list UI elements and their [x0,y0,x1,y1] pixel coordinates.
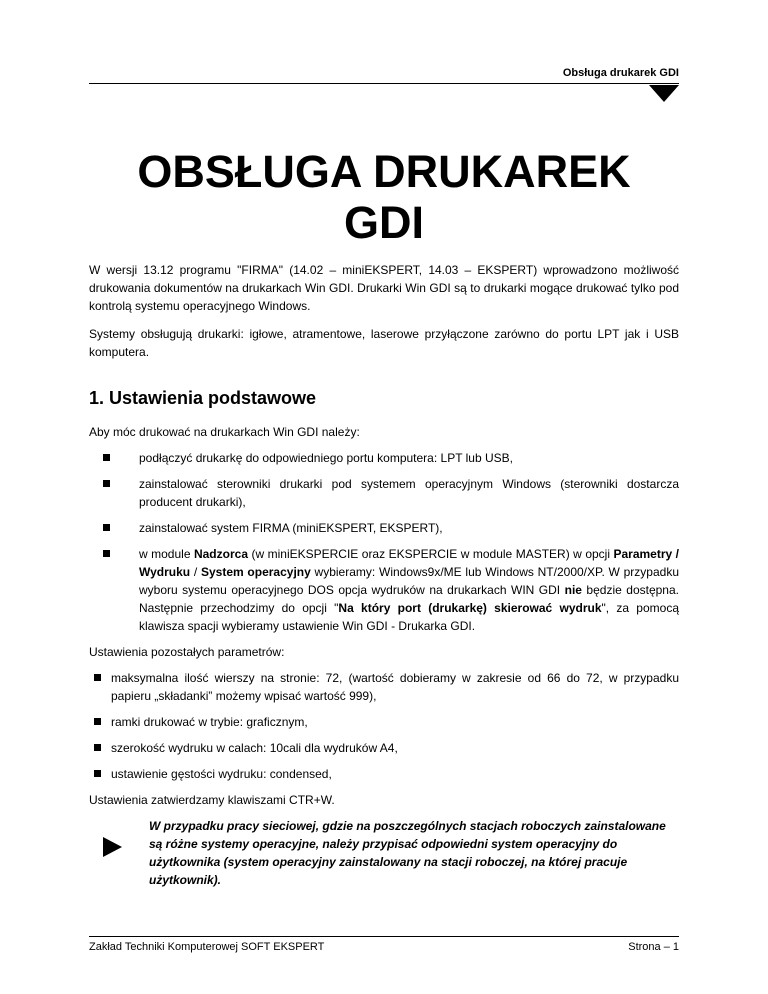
step4-text: w module Nadzorca (w miniEKSPERCIE oraz EKSPERCIE w module MASTER) w opcji Parametry / Wydruku / System operacyjny wybieramy: Windows9x/ME lub Windows NT/2000/XP. W przypadku wyboru systemu operacyjnego DOS opcja wydruków na drukarkach WIN GDI nie będzie dostępna. Następnie przechodzimy do opcji "Na który port (drukarkę) skierować wydruk", za pomocą klawisza spacji wybieramy ustawienie Win GDI - Drukarka GDI. [139,547,679,633]
section-heading: 1. Ustawienia podstawowe [89,388,317,408]
list-item-text: szerokość wydruku w calach: 10cali dla wydruków A4, [111,741,398,755]
square-bullet-icon [103,480,110,487]
square-bullet-icon [94,744,101,751]
list-item-text: ramki drukować w trybie: graficznym, [111,715,308,729]
footer-page-number: Strona – 1 [628,941,679,953]
list-item [89,475,679,511]
list-item-text: ustawienie gęstości wydruku: condensed, [111,767,332,781]
list-item [89,765,679,783]
intro-paragraph-1: W wersji 13.12 programu "FIRMA" (14.02 – miniEKSPERT, 14.03 – EKSPERT) wprowadzono możliwość drukowania dokumentów na drukarkach Win GDI. Drukarki Win GDI są to drukarki mogące drukować tylko pod kontrolą systemu operacyjnego Windows. [89,263,679,313]
intro [89,261,679,361]
confirm-text: Ustawienia zatwierdzamy klawiszami CTR+W. [89,793,335,807]
square-bullet-icon [94,674,101,681]
document-body [89,261,679,889]
emphasis: Na który port (drukarkę) skierować wydruk [338,601,602,615]
list-item [89,669,679,705]
list-item-text: maksymalna ilość wierszy na stronie: 72, (wartość dobieramy w zakresie od 66 do 72, w przypadku papieru „składanki” możemy wpisać wartość 999), [111,671,679,703]
footer-rule [89,936,679,937]
square-bullet-icon [94,718,101,725]
note [89,817,679,889]
emphasis: System operacyjny [200,565,311,579]
square-bullet-icon [103,524,110,531]
square-bullet-icon [94,770,101,777]
list-item-text: podłączyć drukarkę do odpowiedniego portu komputera: LPT lub USB, [139,451,513,465]
header-rule [89,83,679,84]
document-title-line-2: GDI [343,197,424,248]
list-item [89,449,679,467]
footer-company: Zakład Techniki Komputerowej SOFT EKSPERT [89,941,325,953]
list-item [89,713,679,731]
params-list [89,669,679,783]
emphasis: Parametry / Wydruku [139,547,679,579]
running-header: Obsługa drukarek GDI [562,67,679,79]
document-title-line-1: OBSŁUGA DRUKAREK [137,146,631,197]
emphasis: nie [564,583,582,597]
intro-paragraph-2: Systemy obsługują drukarki: igłowe, atramentowe, laserowe przyłączone zarówno do portu LPT jak i USB komputera. [89,327,679,359]
arrow-right-icon [103,837,122,857]
emphasis: Nadzorca [193,547,248,561]
header-triangle-icon [649,85,679,102]
list-item [89,519,679,537]
list-item-text: zainstalować sterowniki drukarki pod systemem operacyjnym Windows (sterowniki dostarcza producent drukarki), [139,477,679,509]
square-bullet-icon [103,550,110,557]
params-lead: Ustawienia pozostałych parametrów: [89,645,285,659]
square-bullet-icon [103,454,110,461]
steps-list [89,449,679,635]
list-item [89,545,679,635]
document-title [84,146,684,248]
steps-lead: Aby móc drukować na drukarkach Win GDI należy: [89,425,360,439]
note-text: W przypadku pracy sieciowej, gdzie na poszczególnych stacjach roboczych zainstalowane są różne systemy operacyjne, należy przypisać odpowiedni system operacyjny do użytkownika (system operacyjny zainstalowany na stacji roboczej, na której pracuje użytkownik). [149,819,666,887]
list-item-text: zainstalować system FIRMA (miniEKSPERT, EKSPERT), [139,521,443,535]
list-item [89,739,679,757]
